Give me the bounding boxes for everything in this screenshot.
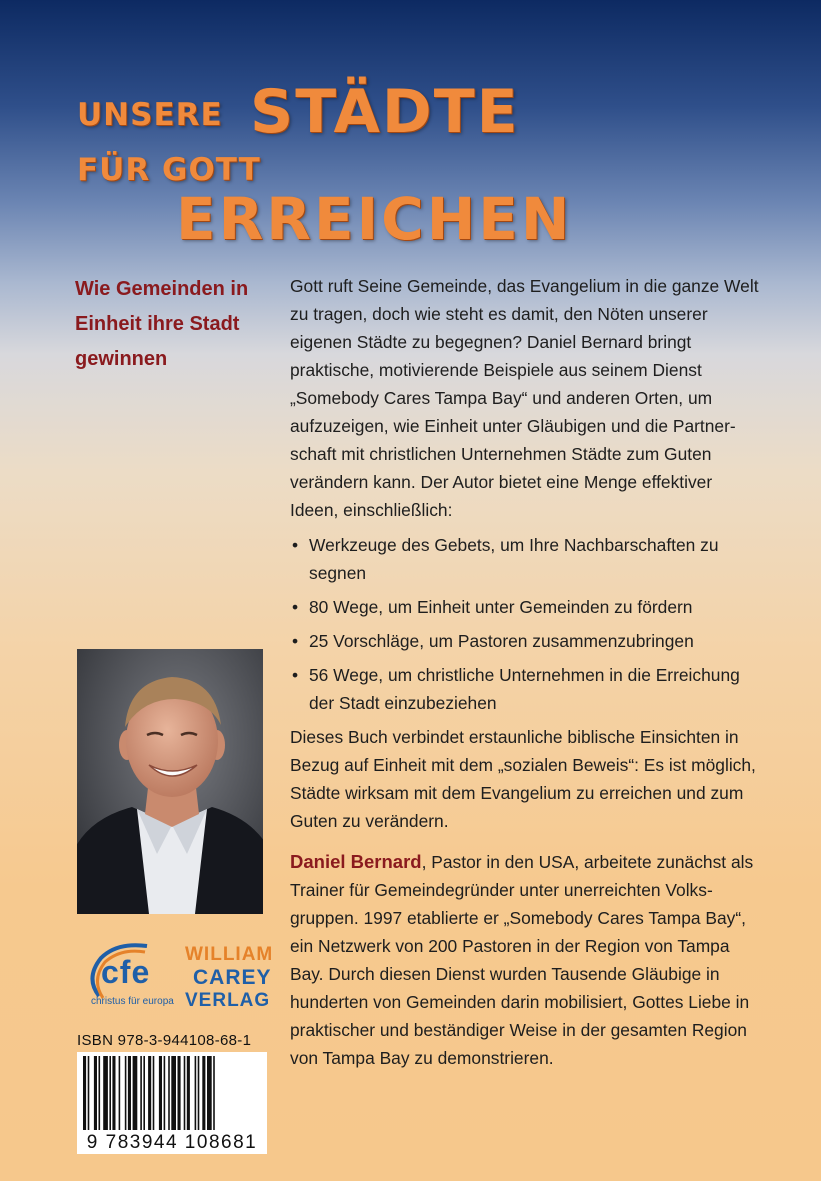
subtitle: Wie Gemeinden in Einheit ihre Stadt gewinnen [75,278,249,370]
barcode-bar [119,1056,121,1130]
description-closing: Dieses Buch verbindet erstaunliche biblische Einsichten in Bezug auf Einheit mit dem „sozialen Beweis“: Es ist möglich, Städte wirksam mit dem Evangelium zu erreichen und zum Guten zu verändern. [290,727,756,831]
barcode-bar [99,1056,101,1130]
barcode-bar [112,1056,115,1130]
description [290,272,760,835]
barcode-bar [153,1056,155,1130]
title-unsere: UNSERE [77,97,223,133]
idea-list [290,531,760,717]
idea-list-item: • Werkzeuge des Gebets, um Ihre Nachbarschaften zu segnen [290,531,760,587]
barcode-bar [140,1056,142,1130]
isbn-label: ISBN 978-3-944108-68-1 [77,1032,252,1049]
barcode-bar [178,1056,181,1130]
barcode-bar [187,1056,190,1130]
barcode-bar [125,1056,127,1130]
author-name: Daniel Bernard [290,851,422,872]
idea-list-item: • 80 Wege, um Einheit unter Gemeinden zu fördern [290,593,760,621]
barcode-bar [83,1056,86,1130]
barcode-bar [202,1056,205,1130]
barcode-bar [133,1056,138,1130]
barcode-bar [109,1056,111,1130]
cfe-tagline: christus für europa [91,996,174,1007]
title-staedte: STÄDTE [250,77,520,147]
idea-list-item: • 25 Vorschläge, um Pastoren zusammenzubringen [290,627,760,655]
author-photo [77,649,263,914]
idea-list-item: • 56 Wege, um christliche Unternehmen in die Erreichung der Stadt einzubeziehen [290,661,760,717]
publisher-name-line3: VERLAG [185,990,271,1011]
barcode-bar [164,1056,166,1130]
cfe-mark: cfe [101,954,151,990]
barcode-bar [184,1056,186,1130]
author-bio-text: , Pastor in den USA, arbeitete zunächst als Trainer für Gemeindegründer unter unerreichten Volksgruppen. 1997 etablierte er „Somebody Cares Tampa Bay“, ein Netzwerk von 200 Pastoren in der Region von Tampa Bay. Durch diesen Dienst wurden Tausende Gläubige in hunderten von Gemeinden darin mobilisiert, Gottes Liebe in praktischer und beständiger Weise in der gesamten Region von Tampa Bay zu demonstrieren. [290,852,754,1068]
publisher-logo [77,938,274,1018]
barcode-digits: 9 783944 108681 [77,1132,267,1154]
barcode-bar [195,1056,197,1130]
barcode-bar [143,1056,145,1130]
barcode-bar [148,1056,151,1130]
barcode-bar [198,1056,200,1130]
barcode-bar [171,1056,176,1130]
barcode-bar [213,1056,215,1130]
barcode-bar [207,1056,212,1130]
barcode-bar [103,1056,108,1130]
barcode-bar [159,1056,162,1130]
publisher-name-line1: WILLIAM [185,944,274,965]
publisher-name-line2: CAREY [193,966,272,989]
author-portrait-icon [77,649,263,914]
title-fuer-gott: FÜR GOTT [77,152,261,188]
barcode-icon [77,1052,267,1132]
barcode-bar [128,1056,131,1130]
description-intro: Gott ruft Seine Gemeinde, das Evangelium in die ganze Welt zu tragen, doch wie steht es damit, den Nöten unserer eigenen Städte zu begegnen? Daniel Bernard bringt praktische, motivierende Beispiele aus seinem Dienst „Somebody Cares Tampa Bay“ und anderen Orten, um aufzuzeigen, wie Einheit unter Gläubigen und die Partnerschaft mit christlichen Unternehmen Städte zum Guten verändern kann. Der Autor bietet eine Menge effektiver Ideen, einschließlich: [290,276,759,520]
title-erreichen: ERREICHEN [176,185,573,253]
author-bio [290,848,760,1072]
barcode-bar [88,1056,90,1130]
barcode [77,1052,267,1154]
barcode-bar [94,1056,97,1130]
barcode-bar [168,1056,170,1130]
